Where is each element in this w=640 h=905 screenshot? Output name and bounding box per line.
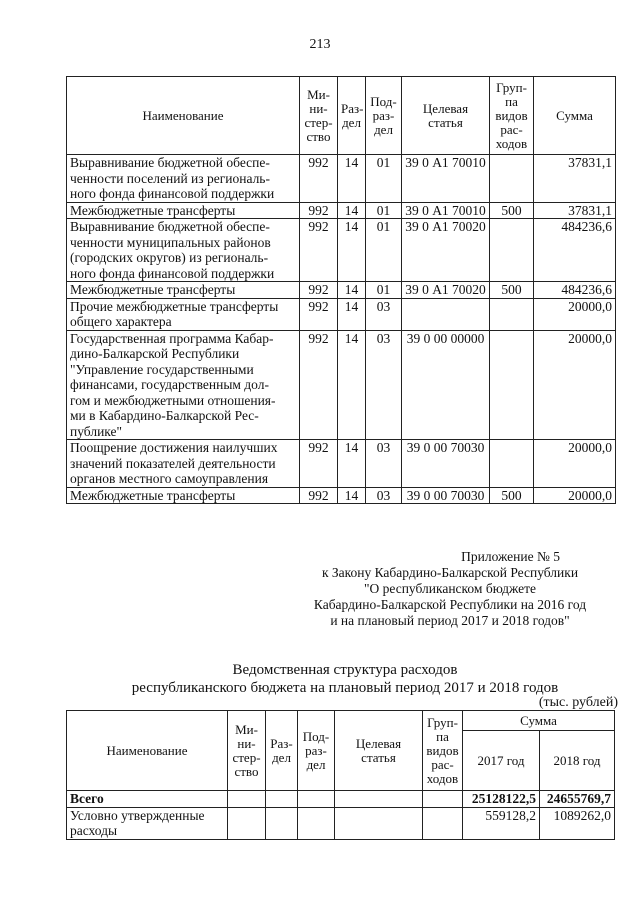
cell-target: 39 0 А1 70010 — [402, 202, 490, 219]
cell-section: 14 — [338, 298, 366, 330]
cell-name: Условно утвержденные расходы — [67, 807, 228, 839]
cell-subsection: 01 — [366, 155, 402, 203]
cell-sum: 484236,6 — [534, 282, 616, 299]
header-subsection: Под- раз- дел — [298, 711, 335, 791]
cell-ministry: 992 — [300, 440, 338, 488]
cell-ministry: 992 — [300, 202, 338, 219]
header-group: Груп- па видов рас- ходов — [490, 77, 534, 155]
cell-name: Выравнивание бюджетной обеспе- ченности поселений из региональ- ного фонда финансовой поддержки — [67, 155, 300, 203]
cell-group — [490, 219, 534, 282]
header-2017: 2017 год — [463, 731, 540, 791]
budget-table-2017-2018 — [66, 710, 615, 840]
header-2018: 2018 год — [540, 731, 615, 791]
cell-sum: 484236,6 — [534, 219, 616, 282]
cell-ministry: 992 — [300, 298, 338, 330]
cell-sum-2018: 1089262,0 — [540, 807, 615, 839]
cell-name: Межбюджетные трансферты — [67, 487, 300, 504]
cell-name: Государственная программа Кабар- дино-Балкарской Республики "Управление государственными финансами, государственным дол- гом и межбюджетными отношения- ми в Кабардино-Балкарской Рес- публике" — [67, 330, 300, 440]
units-label: (тыс. рублей) — [538, 695, 618, 710]
cell-section — [266, 791, 298, 808]
cell-target: 39 0 А1 70020 — [402, 282, 490, 299]
cell-group — [490, 298, 534, 330]
cell-sum-2018: 24655769,7 — [540, 791, 615, 808]
heading-line: республиканского бюджета на плановый период 2017 и 2018 годов — [131, 680, 559, 696]
cell-group — [423, 791, 463, 808]
cell-name: Прочие межбюджетные трансферты общего характера — [67, 298, 300, 330]
cell-section: 14 — [338, 330, 366, 440]
table-row — [67, 330, 616, 440]
appendix-line: и на плановый период 2017 и 2018 годов" — [330, 613, 570, 628]
cell-subsection: 01 — [366, 282, 402, 299]
appendix-line: Приложение № 5 — [461, 549, 560, 564]
cell-sum: 20000,0 — [534, 440, 616, 488]
cell-section: 14 — [338, 202, 366, 219]
cell-ministry — [228, 807, 266, 839]
cell-subsection: 01 — [366, 219, 402, 282]
cell-sum-2017: 25128122,5 — [463, 791, 540, 808]
table-row — [67, 440, 616, 488]
cell-section: 14 — [338, 440, 366, 488]
cell-section: 14 — [338, 282, 366, 299]
header-ministry: Ми- ни- стер- ство — [300, 77, 338, 155]
cell-name: Межбюджетные трансферты — [67, 282, 300, 299]
cell-sum: 20000,0 — [534, 298, 616, 330]
cell-subsection: 03 — [366, 298, 402, 330]
header-sum: Сумма — [534, 77, 616, 155]
cell-group — [423, 807, 463, 839]
cell-group: 500 — [490, 487, 534, 504]
header-sum: Сумма — [463, 711, 615, 731]
header-section: Раз- дел — [338, 77, 366, 155]
appendix-line: к Закону Кабардино-Балкарской Республики — [321, 565, 579, 580]
appendix-note — [300, 549, 600, 629]
cell-subsection: 03 — [366, 440, 402, 488]
header-group: Груп- па видов рас- ходов — [423, 711, 463, 791]
cell-group: 500 — [490, 202, 534, 219]
cell-name: Выравнивание бюджетной обеспе- ченности муниципальных районов (городских округов) из региональ- ного фонда финансовой поддержки — [67, 219, 300, 282]
section-heading — [80, 661, 610, 697]
header-section: Раз- дел — [266, 711, 298, 791]
heading-line: Ведомственная структура расходов — [232, 662, 458, 678]
budget-table-2016 — [66, 76, 616, 504]
cell-ministry: 992 — [300, 282, 338, 299]
cell-subsection — [298, 791, 335, 808]
cell-target — [335, 791, 423, 808]
cell-name: Всего — [67, 791, 228, 808]
cell-sum: 37831,1 — [534, 155, 616, 203]
cell-ministry: 992 — [300, 330, 338, 440]
cell-group — [490, 330, 534, 440]
cell-target: 39 0 00 00000 — [402, 330, 490, 440]
cell-subsection: 01 — [366, 202, 402, 219]
cell-ministry: 992 — [300, 155, 338, 203]
cell-sum: 37831,1 — [534, 202, 616, 219]
cell-subsection — [298, 807, 335, 839]
header-target: Целевая статья — [335, 711, 423, 791]
cell-group — [490, 155, 534, 203]
cell-section: 14 — [338, 487, 366, 504]
header-name: Наименование — [67, 711, 228, 791]
cell-name: Поощрение достижения наилучших значений показателей деятельности органов местного самоуправления — [67, 440, 300, 488]
cell-target — [335, 807, 423, 839]
cell-target — [402, 298, 490, 330]
table-row — [67, 791, 615, 808]
cell-ministry — [228, 791, 266, 808]
cell-subsection: 03 — [366, 330, 402, 440]
cell-group — [490, 440, 534, 488]
page-number: 213 — [309, 37, 331, 52]
table-row — [67, 282, 616, 299]
table-row — [67, 155, 616, 203]
cell-target: 39 0 А1 70020 — [402, 219, 490, 282]
cell-section: 14 — [338, 219, 366, 282]
cell-sum-2017: 559128,2 — [463, 807, 540, 839]
cell-sum: 20000,0 — [534, 487, 616, 504]
header-subsection: Под- раз- дел — [366, 77, 402, 155]
header-target: Целевая статья — [402, 77, 490, 155]
cell-name: Межбюджетные трансферты — [67, 202, 300, 219]
header-ministry: Ми- ни- стер- ство — [228, 711, 266, 791]
cell-target: 39 0 00 70030 — [402, 440, 490, 488]
cell-section: 14 — [338, 155, 366, 203]
cell-target: 39 0 А1 70010 — [402, 155, 490, 203]
cell-group: 500 — [490, 282, 534, 299]
table-row — [67, 202, 616, 219]
cell-ministry: 992 — [300, 487, 338, 504]
cell-sum: 20000,0 — [534, 330, 616, 440]
header-name: Наименование — [67, 77, 300, 155]
cell-ministry: 992 — [300, 219, 338, 282]
table-row — [67, 298, 616, 330]
cell-section — [266, 807, 298, 839]
appendix-line: "О республиканском бюджете — [363, 581, 536, 596]
cell-subsection: 03 — [366, 487, 402, 504]
appendix-line: Кабардино-Балкарской Республики на 2016 год — [313, 597, 587, 612]
table-row — [67, 807, 615, 839]
table-row — [67, 487, 616, 504]
cell-target: 39 0 00 70030 — [402, 487, 490, 504]
table-row — [67, 219, 616, 282]
